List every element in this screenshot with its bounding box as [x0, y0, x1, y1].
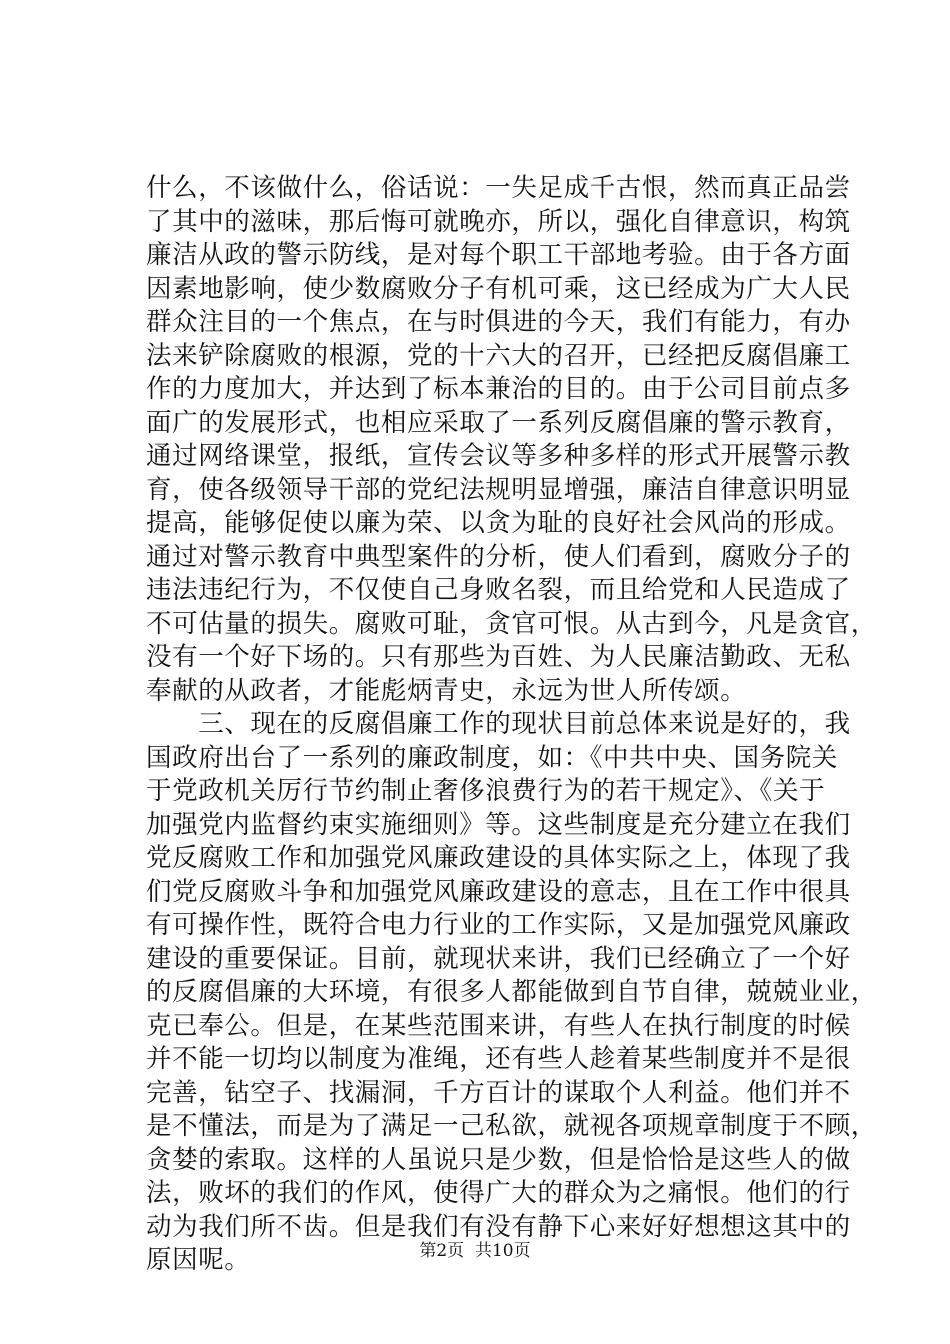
text-line: 法来铲除腐败的根源，党的十六大的召开，已经把反腐倡廉工 — [146, 340, 851, 371]
text-line: 国政府出台了一系列的廉政制度，如：《中共中央、国务院关 — [146, 742, 838, 773]
text-line: 面广的发展形式，也相应采取了一系列反腐倡廉的警示教育， — [146, 407, 851, 438]
text-line: 了其中的滋味，那后悔可就晚亦，所以，强化自律意识，构筑 — [146, 206, 851, 237]
text-line: 完善，钻空子、找漏洞，千方百计的谋取个人利益。他们并不 — [146, 1077, 851, 1108]
text-line: 群众注目的一个焦点，在与时俱进的今天，我们有能力，有办 — [146, 307, 851, 337]
text-line: 克已奉公。但是，在某些范围来讲，有些人在执行制度的时候 — [146, 1010, 851, 1041]
text-line: 因素地影响，使少数腐败分子有机可乘，这已经成为广大人民 — [146, 273, 851, 304]
text-line: 并不能一切均以制度为准绳，还有些人趁着某些制度并不是很 — [146, 1044, 851, 1074]
text-line: 加强党内监督约束实施细则》等。这些制度是充分建立在我们 — [146, 809, 851, 840]
text-line: 是不懂法，而是为了满足一己私欲，就视各项规章制度于不顾， — [146, 1111, 877, 1141]
text-line: 三、现在的反腐倡廉工作的现状目前总体来说是好的，我 — [146, 709, 851, 739]
text-line: 有可操作性，既符合电力行业的工作实际，又是加强党风廉政 — [146, 910, 851, 940]
text-line: 的反腐倡廉的大环境，有很多人都能做到自节自律，兢兢业业， — [146, 977, 877, 1007]
text-line: 建设的重要保证。目前，就现状来讲，我们已经确立了一个好 — [146, 943, 851, 974]
text-line: 提高，能够促使以廉为荣、以贪为耻的良好社会风尚的形成。 — [146, 508, 851, 538]
document-body — [146, 172, 877, 1278]
text-line: 什么，不该做什么，俗话说：一失足成千古恨，然而真正品尝 — [146, 173, 851, 203]
text-line: 于党政机关厉行节约制止奢侈浪费行为的若干规定》、《关于 — [146, 776, 826, 806]
page-number: 第2页 共10页 — [419, 1241, 531, 1261]
text-line: 通过网络课堂，报纸，宣传会议等多种多样的形式开展警示教 — [146, 441, 851, 471]
text-line: 动为我们所不齿。但是我们有没有静下心来好好想想这其中的 — [146, 1211, 851, 1242]
page-footer — [0, 1240, 950, 1262]
text-line: 贪婪的索取。这样的人虽说只是少数，但是恰恰是这些人的做 — [146, 1144, 851, 1175]
text-line: 奉献的从政者，才能彪炳青史，永远为世人所传颂。 — [146, 675, 747, 706]
text-line: 育，使各级领导干部的党纪法规明显增强，廉洁自律意识明显 — [146, 474, 851, 505]
text-line: 原因呢。 — [146, 1245, 251, 1275]
text-line: 通过对警示教育中典型案件的分析，使人们看到，腐败分子的 — [146, 541, 851, 572]
text-line: 党反腐败工作和加强党风廉政建设的具体实际之上，体现了我 — [146, 843, 851, 873]
text-line: 法，败坏的我们的作风，使得广大的群众为之痛恨。他们的行 — [146, 1178, 851, 1208]
text-line: 没有一个好下场的。只有那些为百姓、为人民廉洁勤政、无私 — [146, 642, 851, 672]
text-line: 廉洁从政的警示防线，是对每个职工干部地考验。由于各方面 — [146, 240, 851, 270]
text-line: 不可估量的损失。腐败可耻，贪官可恨。从古到今，凡是贪官， — [146, 608, 877, 639]
text-line: 们党反腐败斗争和加强党风廉政建设的意志，且在工作中很具 — [146, 876, 851, 907]
text-line: 违法违纪行为，不仅使自己身败名裂，而且给党和人民造成了 — [146, 575, 851, 605]
text-line: 作的力度加大，并达到了标本兼治的目的。由于公司目前点多 — [146, 374, 851, 404]
